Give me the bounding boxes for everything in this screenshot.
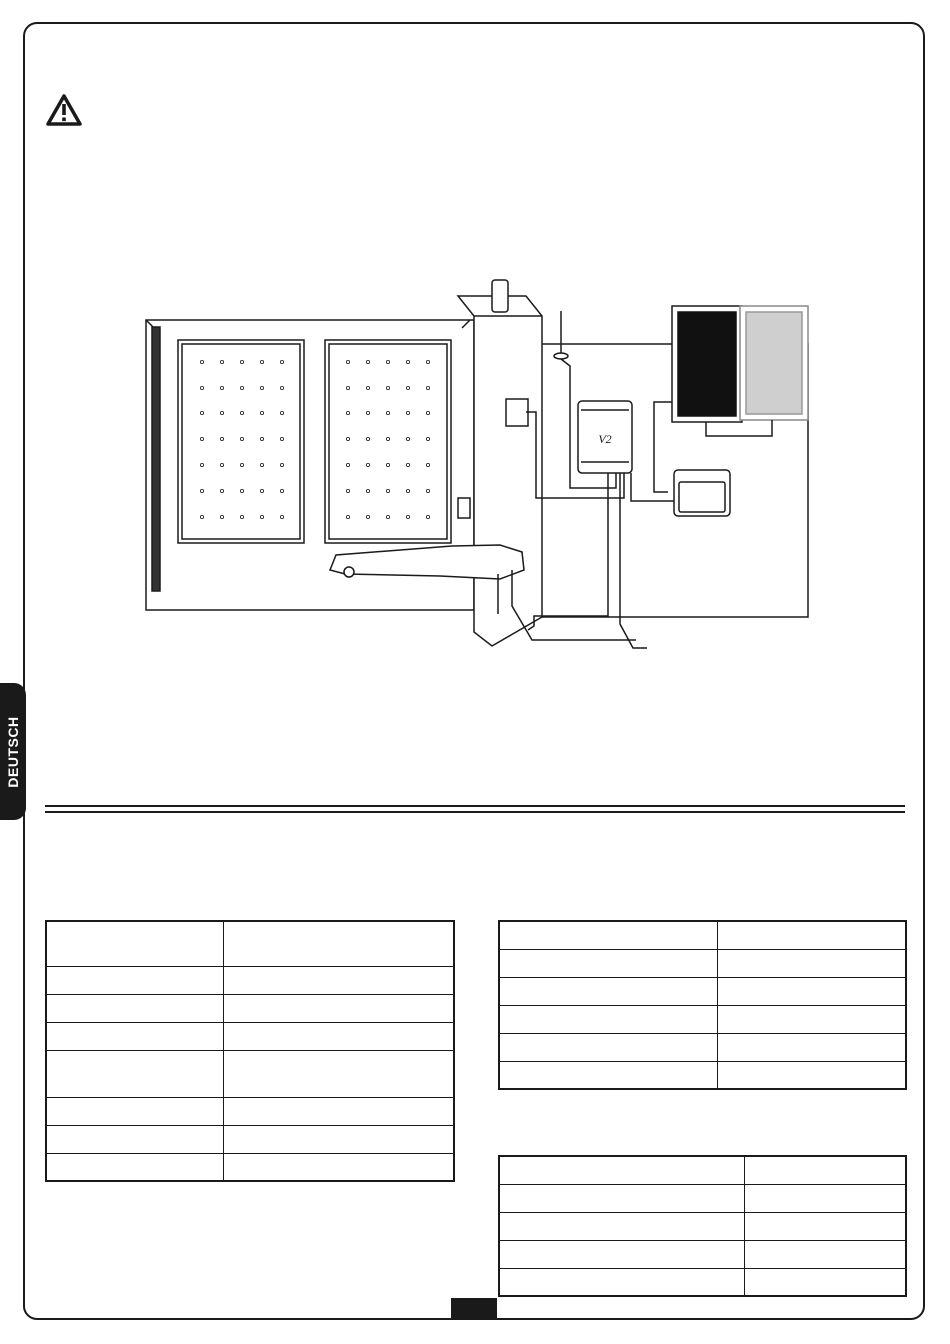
table-cell [717,1033,906,1061]
table-cell [717,921,906,949]
table-cell [499,977,717,1005]
table-cell [223,921,454,966]
specification-table-right-bottom [498,1155,907,1297]
table-cell [499,1212,744,1240]
table-row [46,1153,454,1181]
table-row [46,1050,454,1097]
table-row [46,1022,454,1050]
flashing-lamp [492,280,508,312]
table-cell [46,1050,223,1097]
table-row [499,1212,906,1240]
table-cell [223,1050,454,1097]
table-row [46,966,454,994]
table-cell [46,1022,223,1050]
table-cell [223,1097,454,1125]
specification-table-right-top [498,920,907,1090]
table-cell [717,949,906,977]
table-cell [744,1184,906,1212]
installation-diagram [140,270,820,670]
table-cell [223,1125,454,1153]
table-cell [744,1212,906,1240]
table-cell [223,1022,454,1050]
table-cell [499,1240,744,1268]
table-row [499,949,906,977]
table-cell [499,1061,717,1089]
table-cell [46,966,223,994]
warning-triangle-icon [45,93,83,127]
table-cell [223,1153,454,1181]
page-number [451,1298,497,1320]
table-cell [499,1156,744,1184]
table-row [499,1005,906,1033]
table-row [499,1184,906,1212]
table-row [46,921,454,966]
table-row [499,1033,906,1061]
table-row [499,921,906,949]
table-cell [717,1005,906,1033]
gate-operator [330,545,524,579]
table-cell [223,966,454,994]
table-cell [499,949,717,977]
table-cell [46,994,223,1022]
table-cell [499,1268,744,1296]
table-cell [744,1240,906,1268]
table-row [499,1240,906,1268]
table-cell [46,1125,223,1153]
table-row [499,1156,906,1184]
table-cell [499,1184,744,1212]
table-cell [499,1005,717,1033]
gate-pillar [458,296,542,646]
table-cell [46,1097,223,1125]
table-row [46,1097,454,1125]
table-cell [744,1268,906,1296]
antenna [554,353,568,359]
table-row [46,994,454,1022]
table-cell [499,921,717,949]
table-cell [499,1033,717,1061]
table-cell [717,1061,906,1089]
gate-panel-dots [200,360,429,518]
language-tab-label: DEUTSCH [5,715,21,788]
photocell [458,498,470,518]
table-cell [46,1153,223,1181]
table-row [46,1125,454,1153]
v2-logo: V2 [598,432,612,446]
keypad [506,399,528,426]
table-row [499,977,906,1005]
table-row [499,1061,906,1089]
specification-table-left [45,920,455,1182]
table-cell [717,977,906,1005]
table-cell [46,921,223,966]
table-cell [223,994,454,1022]
language-tab [0,683,26,820]
section-divider [45,805,905,813]
table-cell [744,1156,906,1184]
table-row [499,1268,906,1296]
